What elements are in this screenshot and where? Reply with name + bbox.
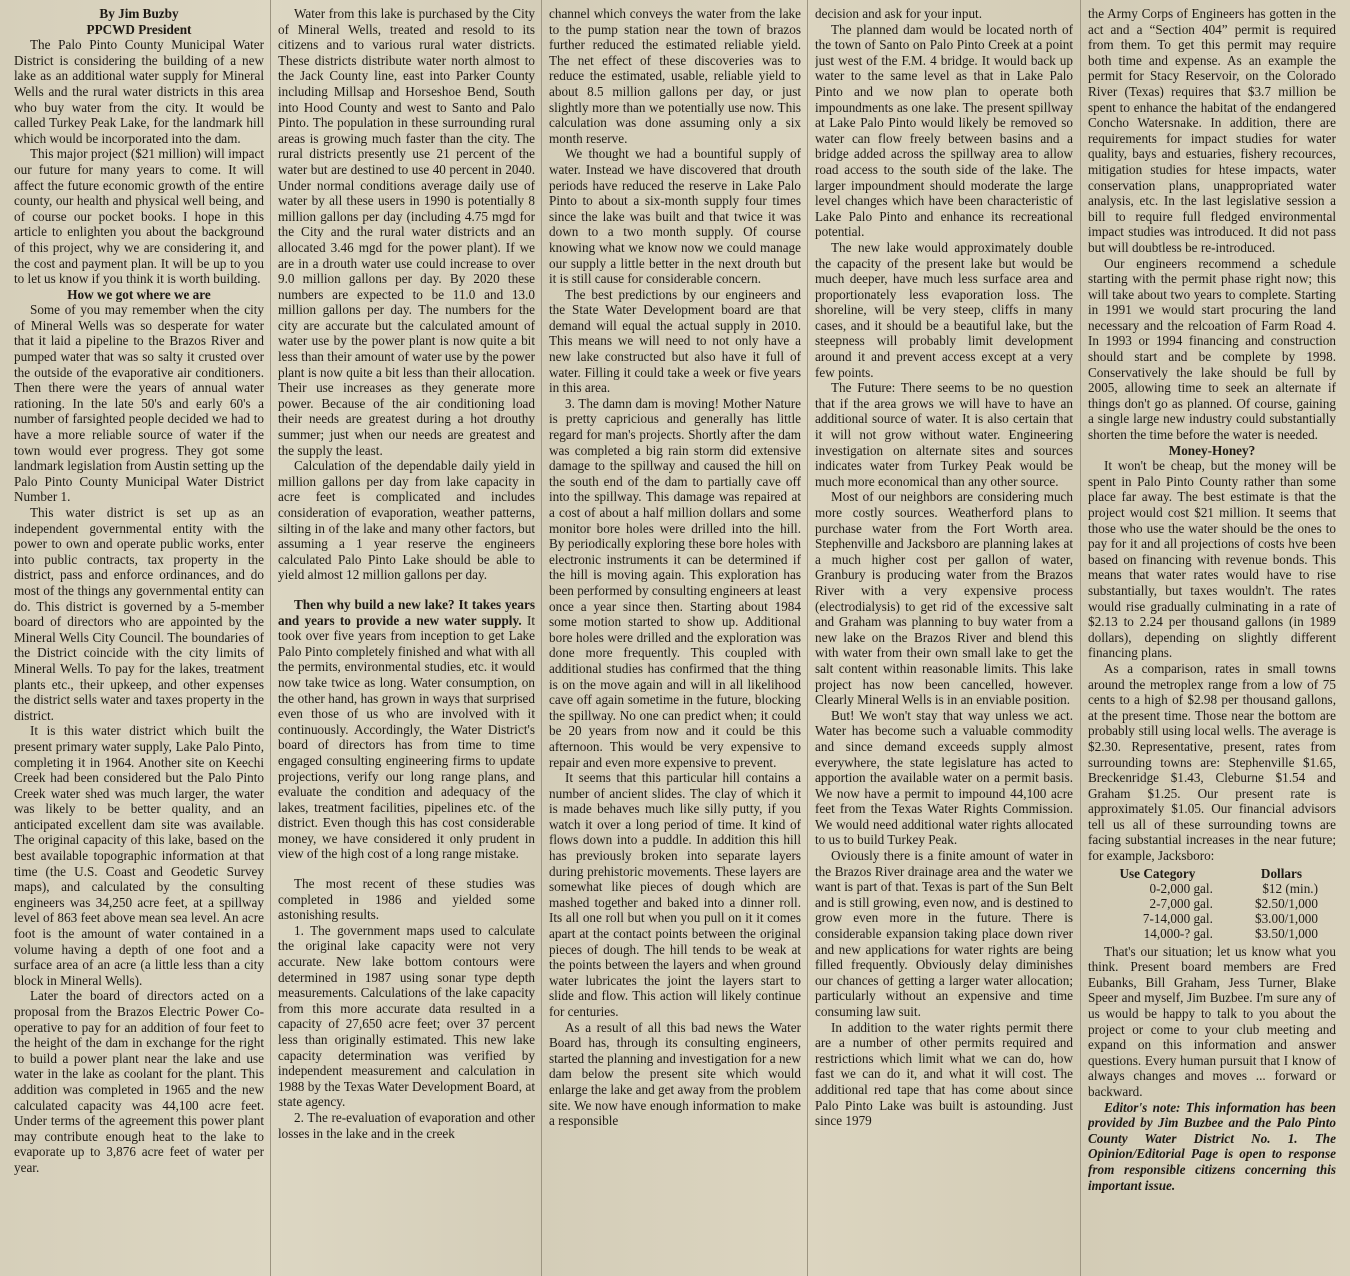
paragraph: It seems that this particular hill contains a number of ancient slides. The clay of which it is made behaves much like silly putty, if you watch it over a long period of time. It kind of flows down into a puddle. In addition this hill has previously broken into separate layers during prehistoric movements. These layers are somewhat like pieces of dough which are mashed together and baked into a dinner roll. Its all one roll but when you pull on it it comes apart at the contact points between the original pieces of dough. The hill tends to be weak at the points between the layers and when ground water lubricates the joint the layers start to slide and flow. This action will likely continue for centuries.	[549, 770, 801, 1019]
table-header: Dollars	[1260, 865, 1302, 881]
byline-title: PPCWD President	[86, 21, 192, 37]
paragraph: the Army Corps of Engineers has gotten in the act and a “Section 404” permit is required from them. To get this permit may require both time and expense. As an example the permit for Stacy Reservoir, on the Colorado River (Texas) requires that $3.7 million be spent to enhance the habitat of the endangered Concho Watersnake. In addition, there are requirements for impact studies for water quality, bays and estuaries, fishery recources, mitigation studies for htese impacts, water conservation plans, unappropriated water analysis, etc. In the last legislative session a bill to require full fledged environmental impact studies was introduced. It did not pass but will doubtless be re-introduced.	[1088, 6, 1336, 255]
paragraph: 1. The government maps used to calculate the original lake capacity were not very accurate. New lake bottom contours were determined in 1987 using sonar type depth measurements. Calculations of the lake capacity from this more accurate data resulted in a capacity of 27,650 acre feet; over 37 percent less than originally estimated. This new lake capacity determination was verified by independent measurement and calculation in 1988 by the Texas Water Development Board, at state agency.	[278, 922, 535, 1110]
column-5	[1088, 6, 1336, 1270]
table-row	[1088, 896, 1336, 911]
paragraph: Most of our neighbors are considering much more costly sources. Weatherford plans to purchase water from the Fort Worth area. Stephenville and Jacksboro are planning lakes at a much higher cost per gallon of water, Granbury is producing water from the Brazos River with a very expensive process (electrodialysis) to get rid of the excessive salt and Graham was planning to buy water from a new lake on the Brazos River and blend this with water from their own small lake to get the salt content within reasonable limits. This lake project has now been cancelled, however. Clearly Mineral Wells is in an enviable position.	[815, 489, 1073, 708]
column-3	[549, 6, 801, 1270]
table-cell: 0-2,000 gal.	[1149, 880, 1213, 896]
column-rule	[270, 0, 271, 1276]
paragraph: This major project ($21 million) will impact our future for many years to come. It will affect the future economic growth of the entire county, our health and physical well being, and of course our pocket books. I hope in this article to enlighten you about the background of this project, why we are considering it, and the cost and payment plan. It will be up to you to let us know if you think it is worth building.	[14, 146, 264, 287]
paragraph: The new lake would approximately double the capacity of the present lake but would be much deeper, have much less surface area and proportionately less evaporation loss. The shoreline, will be very steep, cliffs in many cases, and it should be a beautiful lake, but the steepness will probably limit development around it and prevent access except at a very few points.	[815, 239, 1073, 380]
paragraph: Some of you may remember when the city of Mineral Wells was so desperate for water that it laid a pipeline to the Brazos River and pumped water that was so salty it crusted over the outside of the evaporative air conditioners. Then there were the years of annual water rationing. In the late 50's and early 60's a number of farsighted people decided we had to have a more reliable source of water if the town would ever progress. They got some landmark legislation from Austin setting up the Palo Pinto County Municipal Water District Number 1.	[14, 302, 264, 505]
table-cell: 14,000-? gal.	[1143, 926, 1213, 942]
column-rule	[541, 0, 542, 1276]
table-row	[1088, 911, 1336, 926]
column-rule	[807, 0, 808, 1276]
table-header-row	[1088, 866, 1336, 881]
paragraph: The Future: There seems to be no question that if the area grows we will have to have an additional source of water. It is also certain that it will not grow without water. Engineering investigation on alternate sites and sources indicates water from Turkey Peak would be much more economical than any other source.	[815, 380, 1073, 489]
column-1	[14, 6, 264, 1270]
table-row	[1088, 881, 1336, 896]
table-cell: 7-14,000 gal.	[1142, 911, 1213, 927]
rates-table	[1088, 866, 1336, 942]
paragraph: We thought we had a bountiful supply of water. Instead we have discovered that drouth periods have reduced the reserve in Lake Palo Pinto to about a six-month supply four times since the lake was built and that twice it was down to a two month supply. Of course knowing what we know now we could manage our supply a little better in the next drouth but it is still cause for considerable concern.	[549, 146, 801, 287]
paragraph: The most recent of these studies was completed in 1986 and yielded some astonishing results.	[278, 876, 535, 923]
paragraph: But! We won't stay that way unless we act. Water has become such a valuable commodity and since demand exceeds supply almost everywhere, the state legislature has acted to apportion the available water on a permit basis. We now have a permit to impound 44,100 acre feet from the Texas Water Rights Commission. We would need additional water rights allocated to us to build Turkey Peak.	[815, 707, 1073, 848]
paragraph: Later the board of directors acted on a proposal from the Brazos Electric Power Co-operative to pay for an addition of four feet to the height of the dam in exchange for the right to build a power plant near the lake and use water in the lake as coolant for the plant. This addition was completed in 1965 and the new calculated capacity was 44,100 acre feet. Under terms of the agreement this power plant may contribute enough heat to the lake to evaporate up to 3,876 acre feet of water per year.	[14, 988, 264, 1175]
subhead: Money-Honey?	[1168, 442, 1256, 458]
paragraph: It won't be cheap, but the money will be spent in Palo Pinto County rather than some place far away. The best estimate is that the project would cost $21 million. It seems that those who use the water should be the ones to pay for it and all projections of costs hve been based on financing with revenue bonds. This means that water rates would have to rise substantially, but taxes wouldn't. The rates would rise gradually culminating in a rate of $2.13 to 2.24 per thousand gallons (in 1989 dollars), depending on slightly different financing plans.	[1088, 458, 1336, 661]
paragraph: Oviously there is a finite amount of water in the Brazos River drainage area and the water we want is part of that. Texas is part of the Sun Belt and is still growing, even now, and is destined to grow even more in the future. There is considerable expansion taking place down river and new applications for water rights are being filled frequently. Obviously delay diminishes our chances of getting a larger water allocation; particularly without an expensive and time consuming law suit.	[815, 848, 1073, 1019]
byline: By Jim Buzby	[99, 6, 179, 21]
table-cell: $3.50/1,000	[1254, 926, 1318, 942]
paragraph: The best predictions by our engineers and the State Water Development board are that demand will equal the actual supply in 2010. This means we will need to not only have a new lake constructed but also have it full of water. Filling it could take a week or five years in this area.	[549, 286, 801, 396]
lead-in-paragraph	[278, 597, 535, 862]
table-cell: $3.00/1,000	[1254, 911, 1318, 927]
paragraph: channel which conveys the water from the lake to the pump station near the town of brazos further reduced the estimated reliable yield. The net effect of these discoveries was to reduce the estimated, usable, reliable yield to about 8.5 million gallons per day, or just slightly more than we potentially use now. This calculation was done assuming only a six month reserve.	[549, 6, 801, 146]
table-cell: 2-7,000 gal.	[1149, 896, 1213, 912]
paragraph: As a result of all this bad news the Water Board has, through its consulting engineers, started the planning and investigation for a new dam below the present site which would enlarge the lake and get away from the problem site. We now have enough information to make a responsible	[549, 1019, 801, 1129]
editors-note: Editor's note: This information has been provided by Jim Buzbee and the Palo Pinto County Water District No. 1. The Opinion/Editorial Page is open to response from responsible citizens concerning this important issue.	[1088, 1099, 1336, 1193]
column-rule	[1080, 0, 1081, 1276]
paragraph: 2. The re-evaluation of evaporation and other losses in the lake and in the creek	[278, 1109, 535, 1141]
paragraph-body: It took over five years from inception to get Lake Palo Pinto completely finished and what with all the permits, environmental studies, etc. it would now take twice as long. Water consumption, on the other hand, has grown in ways that surprised even those of us who are involved with it continuously. Accordingly, the Water District's board of directors has from time to time engaged consulting engineering firms to update projections, verify our long range plans, and evaluate the condition and adequacy of the lakes, treatment facilities, pipelines etc. of the district. Even though this has cost considerable money, we have considered it only prudent in view of the high cost of a long range mistake.	[278, 612, 535, 862]
subhead: How we got where we are	[67, 286, 211, 302]
paragraph: Calculation of the dependable daily yield in million gallons per day from lake capacity in acre feet is complicated and includes consideration of evaporation, weather patterns, silting in of the lake and many other factors, but assuming a 1 year reserve the engineers calculated Palo Pinto Lake should be able to yield almost 12 million gallons per day.	[278, 458, 535, 583]
column-4	[815, 6, 1073, 1270]
column-2	[278, 6, 535, 1270]
table-header: Use Category	[1119, 865, 1196, 881]
paragraph: Our engineers recommend a schedule starting with the permit phase right now; this will take about two years to complete. Starting in 1991 we would start procuring the land necessary and the relcoation of Farm Road 4. In 1993 or 1994 financing and construction should start and be complete by 1998. Conservatively the lake should be full by 2005, allowing time to seek an alternate if things don't go as planned. Of course, gaining a single large new industry could substantially shorten the time before the water is needed.	[1088, 255, 1336, 443]
paragraph: 3. The damn dam is moving! Mother Nature is pretty capricious and generally has little regard for man's projects. Shortly after the dam was completed a big rain storm did extensive damage to the spillway and caused the hill on the south end of the dam to partially cave off into the spillway. This damage was repaired at a cost of about a half million dollars and some monitor bore holes were drilled into the hill. By periodically exploring these bore holes with electronic instruments it can be determined if the hill is moving again. This exploration has been performed by consulting engineers at least once a year since then. Starting about 1984 some motion started to show up. Additional bore holes were drilled and the exploration was done more frequently. This coupled with additional studies has confirmed that the thing is on the move again and will in all likelihood cave off again sometime in the future, blocking the spillway. No one can predict when; it could be 20 years from now and it could be this afternoon. This would be very expensive to repair and even more expensive to prevent.	[549, 395, 801, 770]
paragraph: The Palo Pinto County Municipal Water District is considering the building of a new lake as an additional water supply for Mineral Wells and the rural water districts in this area who buy water from the city. It would be called Turkey Peak Lake, for the landmark hill which would be incorporated into the dam.	[14, 37, 264, 146]
paragraph: That's our situation; let us know what you think. Present board members are Fred Eubanks, Bill Graham, Jess Turner, Blake Speer and myself, Jim Buzbee. I'm sure any of us would be happy to talk to you about the project or come to your club meeting and expand on this information and answer questions. Every human pursuit that I know of always changes and moves ... forward or backward.	[1088, 943, 1336, 1100]
paragraph: As a comparison, rates in small towns around the metroplex range from a low of 75 cents to a high of $2.98 per thousand gallons, at the present time. Those near the bottom are probably still using local wells. The average is $2.30. Representative, present, rates from surrounding towns are: Stephenville $1.65, Breckenridge $1.43, Cleburne $1.54 and Graham $1.25. Our present rate is approximately $1.05. Our financial advisors tell us all of these surrounding towns are facing substantial increases in the near future; for example, Jacksboro:	[1088, 660, 1336, 864]
lead-in: Then why build a new lake? It takes years and years to provide a new water supply.	[278, 596, 535, 628]
paragraph: This water district is set up as an independent governmental entity with the power to own and operate public works, enter into public contracts, tax property in the district, pass and enforce ordinances, and do most of the things any governmental entity can do. This district is governed by a 5-member board of directors who are appointed by the Mineral Wells City Council. The boundaries of the District coincide with the city limits of Mineral Wells. To pay for the lakes, treatment plants etc., their upkeep, and other expenses the district sells water and taxes property in the district.	[14, 505, 264, 723]
table-row	[1088, 926, 1336, 941]
paragraph: It is this water district which built the present primary water supply, Lake Palo Pinto, completing it in 1964. Another site on Keechi Creek had been considered but the Palo Pinto Creek water shed was much larger, the water was likely to be better quality, and an anticipated excellent dam site was available. The original capacity of this lake, based on the best available topographic information at that time (the U.S. Coast and Geodetic Survey maps), and calculated by the consulting engineers was 34,250 acre feet, at a spillway level of 863 feet above mean sea level. An acre foot is the amount of water contained in a volume having a depth of one foot and a surface area of an acre (a little less than a city block in Mineral Wells).	[14, 723, 264, 988]
paragraph: In addition to the water rights permit there are a number of other permits required and restrictions which limit what we can do, how fast we can do it, and what it will cost. The additional red tape that has come about since Palo Pinto Lake was built is astounding. Just since 1979	[815, 1019, 1073, 1129]
table-cell: $2.50/1,000	[1254, 896, 1318, 912]
table-cell: $12 (min.)	[1262, 880, 1318, 896]
paragraph: Water from this lake is purchased by the City of Mineral Wells, treated and resold to its citizens and to various rural water districts. These districts distribute water north almost to the Jack County line, east into Parker County including Millsap and Horseshoe Bend, South into Hood County and west to Santo and Palo Pinto. The population in these surrounding rural areas is growing much faster than the city. The rural districts presently use 21 percent of the water but are destined to use 40 percent in 2040. Under normal conditions average daily use of water by all these users in 1990 is potentially 8 million gallons per day (including 4.75 mgd for the City and the rural water districts and an allocated 3.46 mgd for the power plant). If we are in a drouth water use could increase to over 9.0 million gallons per day. By 2020 these numbers are expected to be 11.0 and 13.0 million gallons per day. The numbers for the city are accurate but the calculated amount of water use by the power plant is now quite a bit less than their amount of water use by the power plant is now quite a bit less than their allocation. Their use increases as they generate more power. Because of the air conditioning load their needs are greatest during a hot drouthy summer; just when our needs are greatest and the supply the least.	[278, 6, 535, 458]
paragraph: decision and ask for your input.	[815, 6, 983, 21]
paragraph: The planned dam would be located north of the town of Santo on Palo Pinto Creek at a point just west of the F.M. 4 bridge. It would back up water to the same level as that in Lake Palo Pinto and we now plan to operate both impoundments as one lake. The present spillway at Lake Palo Pinto would likely be removed so water can flow freely between basins and a bridge added across the spillway area to allow road access to the south side of the lake. The larger impoundment should moderate the large level changes which have been characteristic of Lake Palo Pinto and enhance its recreational potential.	[815, 21, 1073, 240]
